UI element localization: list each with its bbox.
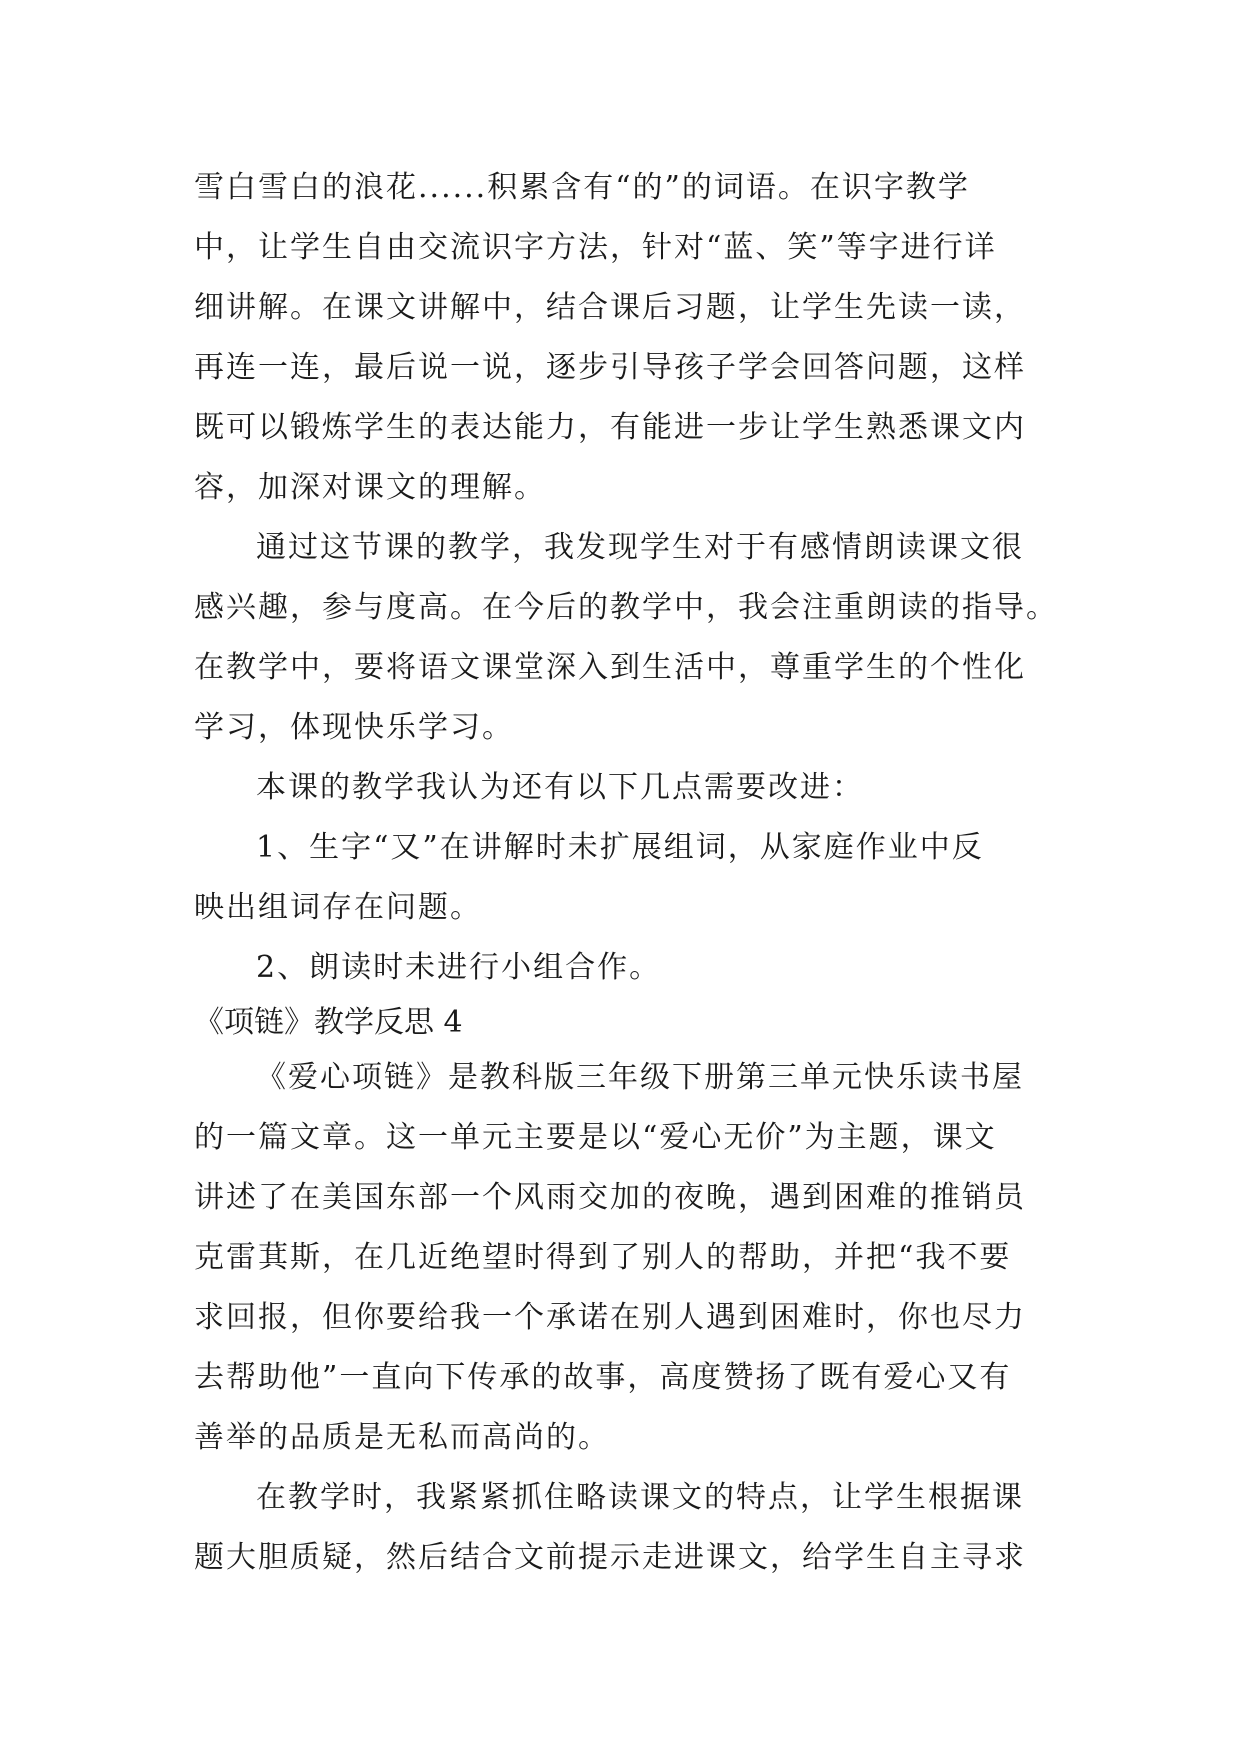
text-line: 题大胆质疑，然后结合文前提示走进课文，给学生自主寻求 <box>194 1540 1026 1575</box>
document-body <box>194 158 1062 1588</box>
text-line: 中，让学生自由交流识字方法，针对“蓝、笑”等字进行详 <box>194 230 997 265</box>
text-line: 去帮助他”一直向下传承的故事，高度赞扬了既有爱心又有 <box>194 1360 1012 1395</box>
paragraph-start-line: 《爱心项链》是教科版三年级下册第三单元快乐读书屋 <box>256 1060 1024 1095</box>
text-line: 细讲解。在课文讲解中，结合课后习题，让学生先读一读， <box>194 290 1026 325</box>
text-line: 映出组词存在问题。 <box>194 890 482 925</box>
text-line: 容，加深对课文的理解。 <box>194 470 546 505</box>
text-line: 雪白雪白的浪花......积累含有“的”的词语。在识字教学 <box>194 170 970 205</box>
text-line: 既可以锻炼学生的表达能力，有能进一步让学生熟悉课文内 <box>194 410 1026 445</box>
text-line: 善举的品质是无私而高尚的。 <box>194 1420 610 1455</box>
text-line: 讲述了在美国东部一个风雨交加的夜晚，遇到困难的推销员 <box>194 1180 1026 1215</box>
text-line: 求回报，但你要给我一个承诺在别人遇到困难时，你也尽力 <box>194 1300 1026 1335</box>
paragraph-start-line: 在教学时，我紧紧抓住略读课文的特点，让学生根据课 <box>256 1480 1024 1515</box>
paragraph-start-line: 本课的教学我认为还有以下几点需要改进： <box>256 770 864 805</box>
text-line: 在教学中，要将语文课堂深入到生活中，尊重学生的个性化 <box>194 650 1026 685</box>
list-item-1-line: 1、生字“又”在讲解时未扩展组词，从家庭作业中反 <box>256 830 984 865</box>
text-line: 感兴趣，参与度高。在今后的教学中，我会注重朗读的指导。 <box>194 590 1058 625</box>
text-line: 学习，体现快乐学习。 <box>194 710 514 745</box>
text-line: 克雷萁斯，在几近绝望时得到了别人的帮助，并把“我不要 <box>194 1240 1012 1275</box>
list-item-2-line: 2、朗读时未进行小组合作。 <box>256 950 662 985</box>
section-heading: 《项链》教学反思 4 <box>194 1005 463 1040</box>
text-line: 的一篇文章。这一单元主要是以“爱心无价”为主题，课文 <box>194 1120 997 1155</box>
paragraph-start-line: 通过这节课的教学，我发现学生对于有感情朗读课文很 <box>256 530 1024 565</box>
text-line: 再连一连，最后说一说，逐步引导孩子学会回答问题，这样 <box>194 350 1026 385</box>
